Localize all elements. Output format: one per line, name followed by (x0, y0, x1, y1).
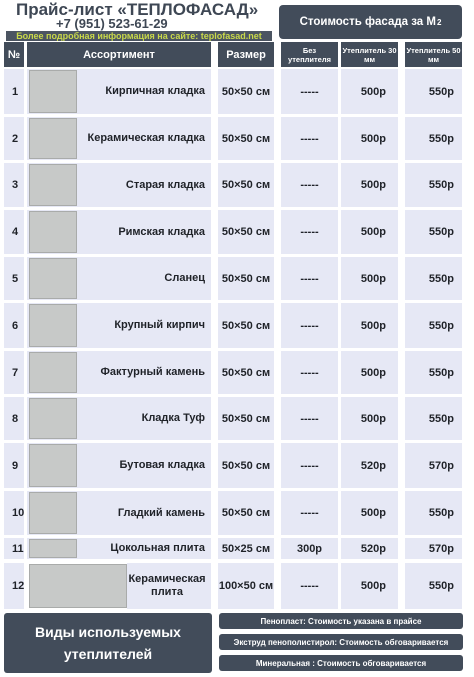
price-no-insulation: ----- (281, 351, 338, 394)
price-insulation-50: 550р (405, 563, 462, 609)
price-no-insulation: ----- (281, 303, 338, 348)
price-insulation-30: 520р (341, 538, 398, 559)
texture-thumbnail (29, 352, 77, 393)
product-size: 50×50 см (218, 303, 274, 348)
price-insulation-30: 500р (341, 69, 398, 114)
product-name: Кирпичная кладка (27, 69, 211, 114)
column-header-insulation-50: Утеплитель 50 мм (405, 42, 462, 67)
row-number: 4 (4, 210, 24, 254)
price-insulation-50: 570р (405, 538, 462, 559)
price-no-insulation: ----- (281, 443, 338, 488)
texture-thumbnail (29, 492, 77, 534)
product-size: 50×50 см (218, 163, 274, 207)
product-name: Старая кладка (27, 163, 211, 207)
product-name: Бутовая кладка (27, 443, 211, 488)
price-insulation-30: 520р (341, 443, 398, 488)
column-header-insulation-30: Утеплитель 30 мм (341, 42, 398, 67)
row-number: 11 (4, 538, 24, 559)
texture-thumbnail (29, 444, 77, 487)
price-no-insulation: ----- (281, 69, 338, 114)
texture-thumbnail (29, 304, 77, 347)
column-header-num: № (4, 42, 24, 67)
column-header-assortment: Ассортимент (27, 42, 211, 67)
product-name: Сланец (27, 257, 211, 300)
price-insulation-50: 550р (405, 69, 462, 114)
price-no-insulation: ----- (281, 117, 338, 160)
product-size: 50×50 см (218, 69, 274, 114)
product-size: 100×50 см (218, 563, 274, 609)
product-size: 50×50 см (218, 351, 274, 394)
phone-number: +7 (951) 523-61-29 (56, 16, 168, 31)
insulation-types-label: Виды используемых утеплителей (4, 613, 212, 673)
price-insulation-30: 500р (341, 257, 398, 300)
price-insulation-30: 500р (341, 563, 398, 609)
facade-cost-header (279, 5, 462, 39)
texture-thumbnail (29, 258, 77, 299)
row-number: 7 (4, 351, 24, 394)
price-no-insulation: ----- (281, 397, 338, 440)
product-name: Цокольная плита (27, 538, 211, 559)
price-no-insulation: ----- (281, 210, 338, 254)
price-insulation-50: 550р (405, 163, 462, 207)
website-info: Более подробная информация на сайте: teplofasad.net (6, 31, 272, 41)
row-number: 8 (4, 397, 24, 440)
price-no-insulation: ----- (281, 563, 338, 609)
texture-thumbnail (29, 398, 77, 439)
texture-thumbnail (29, 118, 77, 159)
price-insulation-50: 550р (405, 210, 462, 254)
row-number: 12 (4, 563, 24, 609)
product-name: Керамическая кладка (27, 117, 211, 160)
row-number: 3 (4, 163, 24, 207)
texture-thumbnail (29, 164, 77, 206)
row-number: 10 (4, 491, 24, 535)
price-no-insulation: ----- (281, 257, 338, 300)
facade-cost-label: Стоимость фасада за М (299, 16, 436, 28)
product-name: Гладкий камень (27, 491, 211, 535)
price-list-title: Прайс-лист «ТЕПЛОФАСАД» (16, 0, 259, 19)
product-size: 50×50 см (218, 397, 274, 440)
texture-thumbnail (29, 539, 77, 558)
product-name: Крупный кирпич (27, 303, 211, 348)
price-insulation-50: 550р (405, 303, 462, 348)
note-extruded-polystyrene: Экструд пенополистирол: Стоимость обговаривается (219, 634, 463, 650)
price-insulation-50: 550р (405, 257, 462, 300)
note-polyfoam: Пенопласт: Стоимость указана в прайсе (219, 613, 463, 629)
price-insulation-50: 550р (405, 351, 462, 394)
product-size: 50×50 см (218, 491, 274, 535)
product-name: Фактурный камень (27, 351, 211, 394)
texture-thumbnail (29, 564, 127, 608)
product-name: Кладка Туф (27, 397, 211, 440)
product-name: Римская кладка (27, 210, 211, 254)
price-no-insulation: ----- (281, 491, 338, 535)
product-size: 50×50 см (218, 210, 274, 254)
price-insulation-30: 500р (341, 163, 398, 207)
row-number: 1 (4, 69, 24, 114)
price-no-insulation: ----- (281, 163, 338, 207)
price-insulation-50: 550р (405, 397, 462, 440)
product-size: 50×25 см (218, 538, 274, 559)
product-size: 50×50 см (218, 117, 274, 160)
product-size: 50×50 см (218, 257, 274, 300)
product-name: Керамическая плита (127, 563, 211, 609)
price-no-insulation: 300р (281, 538, 338, 559)
price-insulation-30: 500р (341, 491, 398, 535)
column-header-no-insulation: Без утеплителя (281, 42, 338, 67)
texture-thumbnail (29, 70, 77, 113)
product-size: 50×50 см (218, 443, 274, 488)
price-insulation-50: 550р (405, 117, 462, 160)
note-mineral: Минеральная : Стоимость обговаривается (219, 655, 463, 671)
price-insulation-30: 500р (341, 303, 398, 348)
row-number: 2 (4, 117, 24, 160)
row-number: 5 (4, 257, 24, 300)
price-insulation-30: 500р (341, 210, 398, 254)
price-insulation-30: 500р (341, 397, 398, 440)
row-number: 9 (4, 443, 24, 488)
price-insulation-30: 500р (341, 351, 398, 394)
texture-thumbnail (29, 211, 77, 253)
facade-cost-unit-sup: 2 (436, 17, 442, 27)
price-insulation-50: 550р (405, 491, 462, 535)
price-insulation-50: 570р (405, 443, 462, 488)
row-number: 6 (4, 303, 24, 348)
column-header-size: Размер (218, 42, 274, 67)
price-insulation-30: 500р (341, 117, 398, 160)
